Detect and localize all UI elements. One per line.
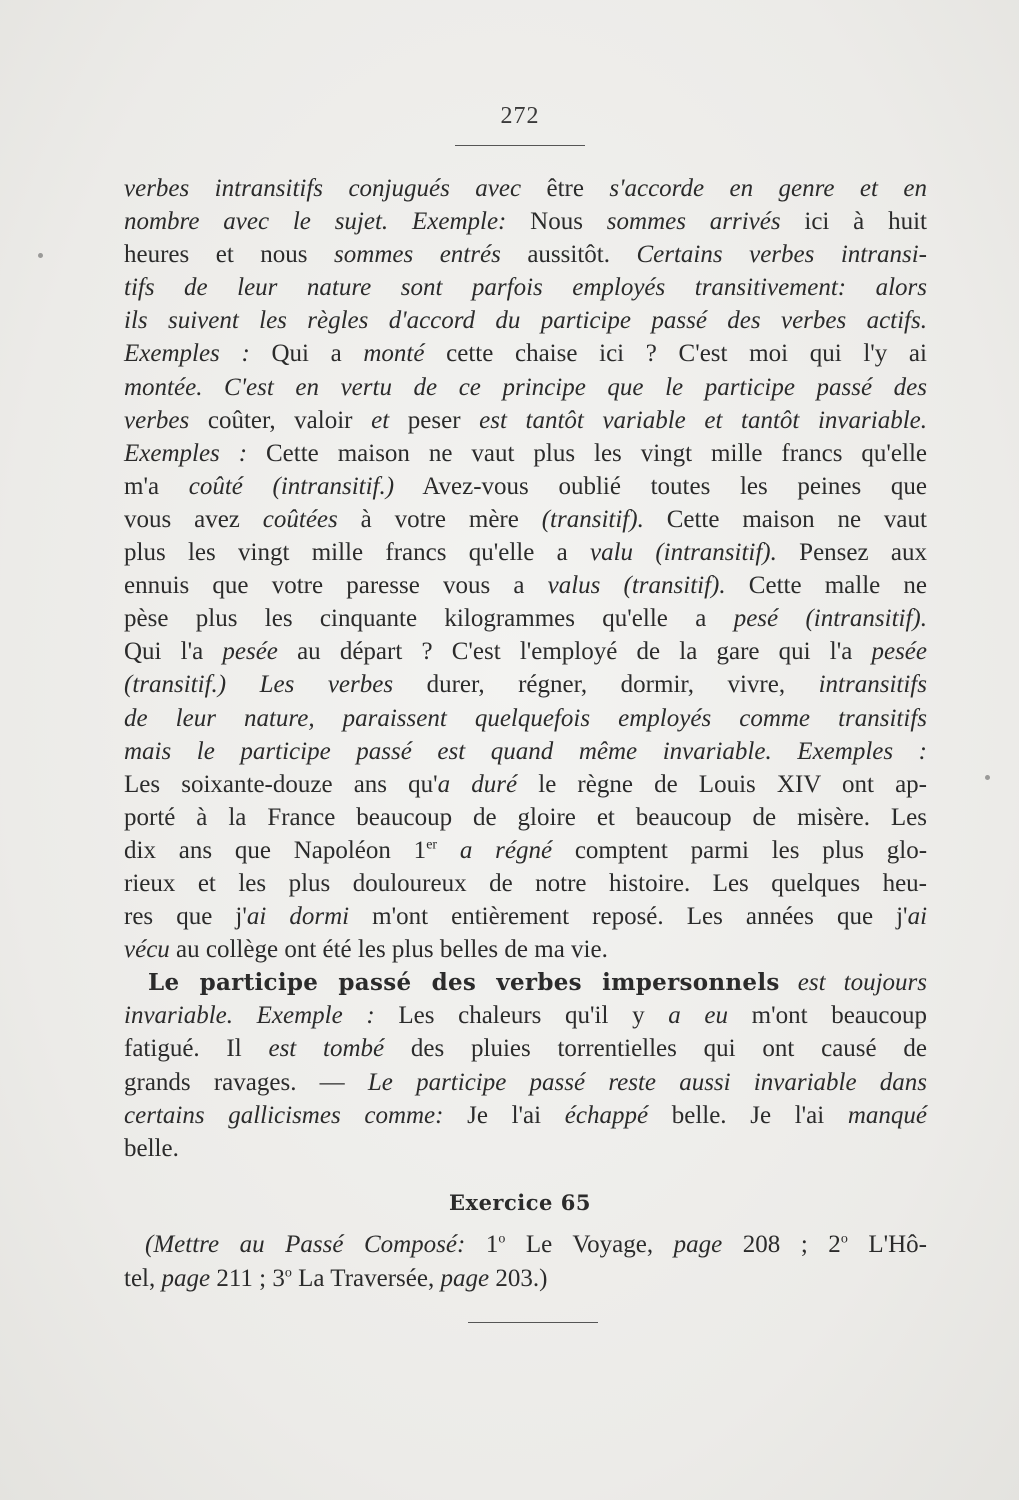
- text-line: heures et nous sommes entrés aussitôt. Certains verbes intransi-: [124, 241, 927, 269]
- text-line: ennuis que votre paresse vous a valus (transitif). Cette malle ne: [124, 572, 928, 600]
- text-line: certains gallicismes comme: Je l'ai échappé belle. Je l'ai manqué: [124, 1101, 927, 1129]
- text-line: Qui l'a pesée au départ ? C'est l'employé de la gare qui l'a pesée: [124, 638, 927, 666]
- text-line: dix ans que Napoléon 1er a régné comptent parmi les plus glo-: [124, 836, 928, 864]
- text-line: Exemples : Qui a monté cette chaise ici ? C'est moi qui l'y ai: [124, 340, 927, 368]
- text-line: ils suivent les règles d'accord du participe passé des verbes actifs.: [124, 307, 927, 335]
- text-line: invariable. Exemple : Les chaleurs qu'il y a eu m'ont beaucoup: [124, 1002, 927, 1030]
- main-text: [124, 172, 927, 1165]
- text-line: montée. C'est en vertu de ce principe que le participe passé des: [124, 373, 927, 401]
- text-line: Les soixante-douze ans qu'a duré le règne de Louis XIV ont ap-: [124, 770, 928, 798]
- footer-rule: [468, 1322, 598, 1323]
- text-line: (Mettre au Passé Composé: 1$^o$ Le Voyage, page 208 ; 2$^o$ L'Hô-: [145, 1231, 927, 1258]
- text-line: belle.: [124, 1134, 179, 1162]
- text-line: de leur nature, paraissent quelquefois employés comme transitifs: [124, 704, 927, 732]
- text-line: verbes coûter, valoir et peser est tantôt variable et tantôt invariable.: [124, 406, 927, 434]
- text-line: verbes intransitifs conjugués avec être s'accorde en genre et en: [124, 175, 927, 202]
- text-line: nombre avec le sujet. Exemple: Nous sommes arrivés ici à huit: [124, 208, 927, 236]
- text-line: Le participe passé des verbes impersonnels est toujours: [148, 969, 928, 997]
- paper-speck: [38, 253, 43, 258]
- text-line: vous avez coûtées à votre mère (transitif). Cette maison ne vaut: [124, 505, 927, 533]
- text-line: plus les vingt mille francs qu'elle a valu (intransitif). Pensez aux: [124, 539, 927, 567]
- exercise-title: Exercice 65: [449, 1190, 591, 1215]
- text-line: tel, page 211 ; 3$^o$ La Traversée, page 203.): [124, 1264, 548, 1292]
- page-number: 272: [500, 103, 540, 129]
- text-line: (transitif.) Les verbes durer, régner, dormir, vivre, intransitifs: [124, 671, 927, 699]
- text-line: Exemples : Cette maison ne vaut plus les vingt mille francs qu'elle: [124, 439, 927, 467]
- header-rule: [455, 145, 585, 146]
- text-line: pèse plus les cinquante kilogrammes qu'elle a pesé (intransitif).: [124, 605, 927, 633]
- text-line: rieux et les plus douloureux de notre histoire. Les quelques heu-: [124, 869, 927, 897]
- exercise-instructions: [124, 1228, 927, 1295]
- text-line: mais le participe passé est quand même invariable. Exemples :: [124, 737, 927, 765]
- paper-speck: [985, 775, 990, 780]
- text-line: grands ravages. — Le participe passé reste aussi invariable dans: [124, 1068, 927, 1096]
- text-line: fatigué. Il est tombé des pluies torrentielles qui ont causé de: [124, 1035, 927, 1063]
- text-line: m'a coûté (intransitif.) Avez-vous oublié toutes les peines que: [124, 472, 928, 500]
- text-line: vécu au collège ont été les plus belles de ma vie.: [124, 936, 608, 964]
- text-line: porté à la France beaucoup de gloire et beaucoup de misère. Les: [124, 803, 927, 831]
- text-line: tifs de leur nature sont parfois employés transitivement: alors: [124, 274, 927, 302]
- text-line: res que j'ai dormi m'ont entièrement reposé. Les années que j'ai: [124, 903, 928, 931]
